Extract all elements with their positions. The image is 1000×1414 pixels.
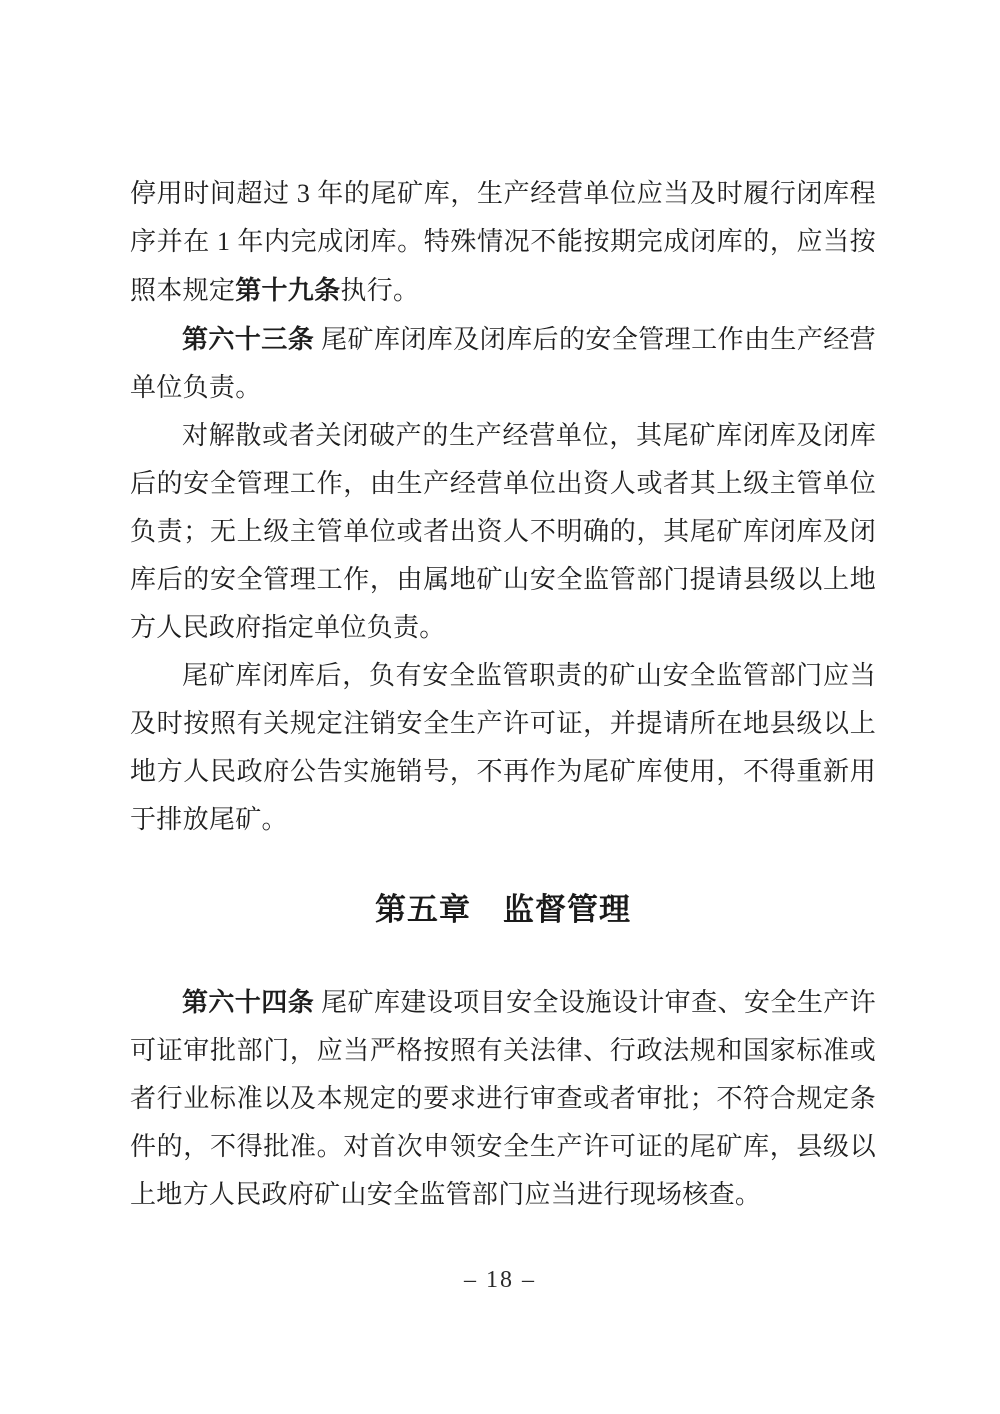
paragraph-article-64 [130,978,876,1219]
paragraph-article-63 [130,315,876,412]
paragraph-continued-from-previous-page [130,170,876,315]
document-body [130,170,876,1219]
paragraph-after-closure [130,652,876,844]
text-segment: 尾矿库闭库后，负有安全监管职责的矿山安全监管部门应当及时按照有关规定注销安全生产许可证，并提请所在地县级以上地方人民政府公告实施销号，不再作为尾矿库使用，不得重新用于排放尾矿。 [130,661,876,834]
article-reference-bold: 第十九条 [235,275,341,305]
text-segment: 尾矿库闭库及闭库后的安全管理工作由生产经营单位负责。 [130,325,876,402]
text-segment: 尾矿库建设项目安全设施设计审查、安全生产许可证审批部门，应当严格按照有关法律、行政法规和国家标准或者行业标准以及本规定的要求进行审查或者审批；不符合规定条件的，不得批准。对首次申领安全生产许可证的尾矿库，县级以上地方人民政府矿山安全监管部门应当进行现场核查。 [130,988,876,1209]
article-number-bold: 第六十四条 [182,987,315,1017]
article-number-bold: 第六十三条 [182,324,315,354]
page-number: – 18 – [464,1267,536,1293]
chapter-heading: 第五章 监督管理 [375,892,631,927]
text-segment: 执行。 [340,276,420,305]
paragraph-dissolved-units [130,412,876,652]
text-segment: 停用时间超过 3 年的尾矿库，生产经营单位应当及时履行闭库程序并在 1 年内完成闭库。特殊情况不能按期完成闭库的，应当按照本规定 [130,179,876,305]
text-segment: 对解散或者关闭破产的生产经营单位，其尾矿库闭库及闭库后的安全管理工作，由生产经营单位出资人或者其上级主管单位负责；无上级主管单位或者出资人不明确的，其尾矿库闭库及闭库后的安全管理工作，由属地矿山安全监管部门提请县级以上地方人民政府指定单位负责。 [130,421,876,642]
